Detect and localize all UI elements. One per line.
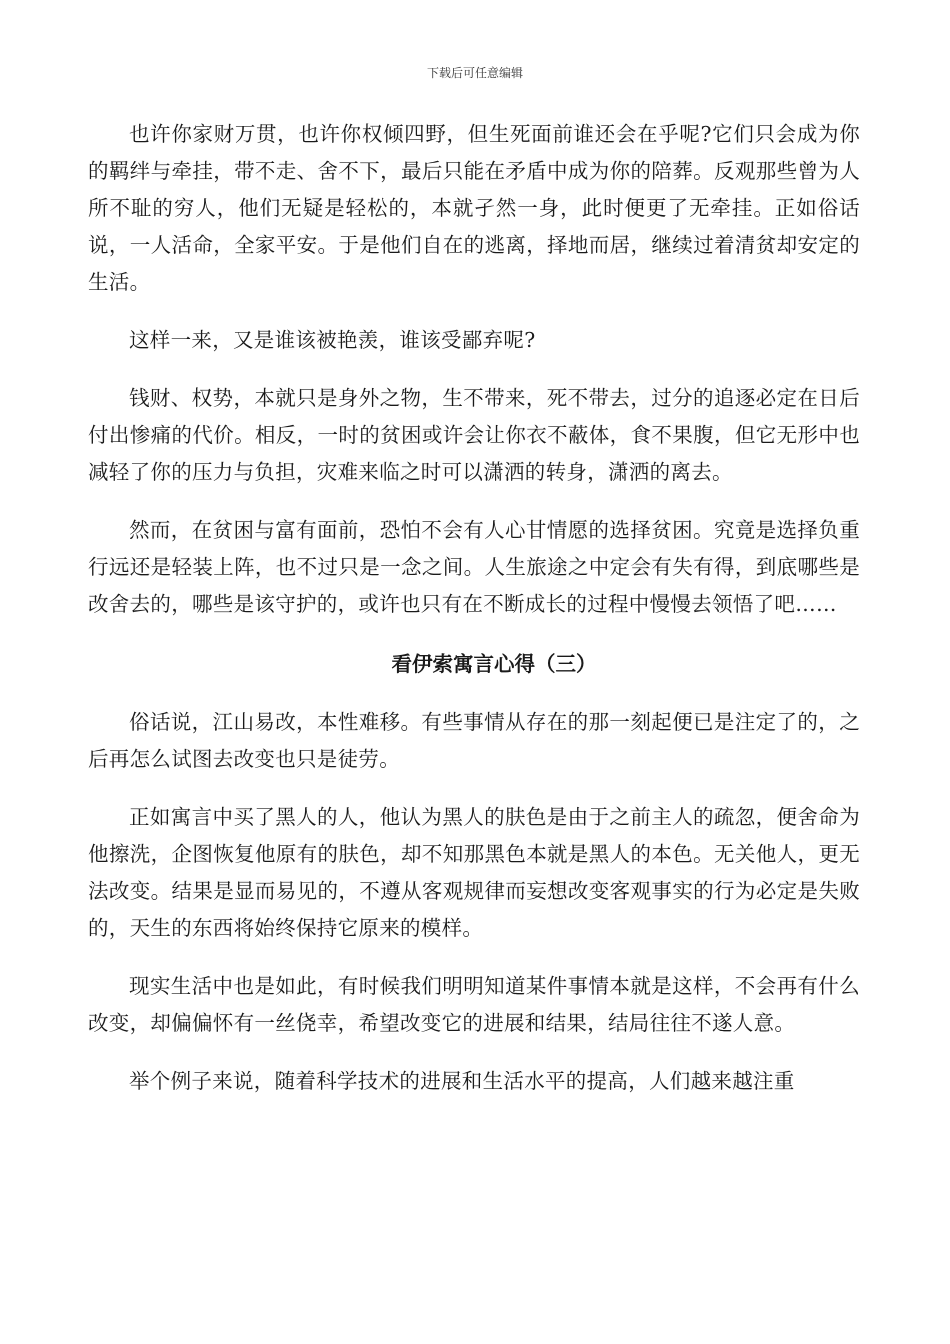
paragraph: 现实生活中也是如此，有时候我们明明知道某件事情本就是这样，不会再有什么改变，却偏偏怀有一丝侥幸，希望改变它的进展和结果，结局往往不遂人意。: [88, 974, 860, 1035]
paragraph: 然而，在贫困与富有面前，恐怕不会有人心甘情愿的选择贫困。究竟是选择负重行远还是轻装上阵，也不过只是一念之间。人生旅途之中定会有失有得，到底哪些是改舍去的，哪些是该守护的，或许也只有在不断成长的过程中慢慢去领悟了吧……: [88, 518, 860, 616]
paragraph: 这样一来，又是谁该被艳羡，谁该受鄙弃呢?: [129, 328, 536, 352]
paragraph: 俗话说，江山易改，本性难移。有些事情从存在的那一刻起便已是注定了的，之后再怎么试图去改变也只是徒劳。: [88, 710, 860, 771]
paragraph: 也许你家财万贯，也许你权倾四野，但生死面前谁还会在乎呢?它们只会成为你的羁绊与牵挂，带不走、舍不下，最后只能在矛盾中成为你的陪葬。反观那些曾为人所不耻的穷人，他们无疑是轻松的，本就孑然一身，此时便更了无牵挂。正如俗话说，一人活命，全家平安。于是他们自在的逃离，择地而居，继续过着清贫却安定的生活。: [88, 122, 860, 294]
paragraph: 钱财、权势，本就只是身外之物，生不带来，死不带去，过分的追逐必定在日后付出惨痛的代价。相反，一时的贫困或许会让你衣不蔽体，食不果腹，但它无形中也减轻了你的压力与负担，灾难来临之时可以潇洒的转身，潇洒的离去。: [88, 386, 860, 484]
page-header-note: 下载后可任意编辑: [426, 66, 523, 80]
paragraph: 正如寓言中买了黑人的人，他认为黑人的肤色是由于之前主人的疏忽，便舍命为他擦洗，企图恢复他原有的肤色，却不知那黑色本就是黑人的本色。无关他人，更无法改变。结果是显而易见的，不遵从客观规律而妄想改变客观事实的行为必定是失败的，天生的东西将始终保持它原来的模样。: [88, 805, 860, 940]
section-title: 看伊索寓言心得（三）: [391, 652, 597, 676]
paragraph: 举个例子来说，随着科学技术的进展和生活水平的提高，人们越来越注重: [129, 1069, 795, 1093]
document-body: [88, 116, 860, 1100]
